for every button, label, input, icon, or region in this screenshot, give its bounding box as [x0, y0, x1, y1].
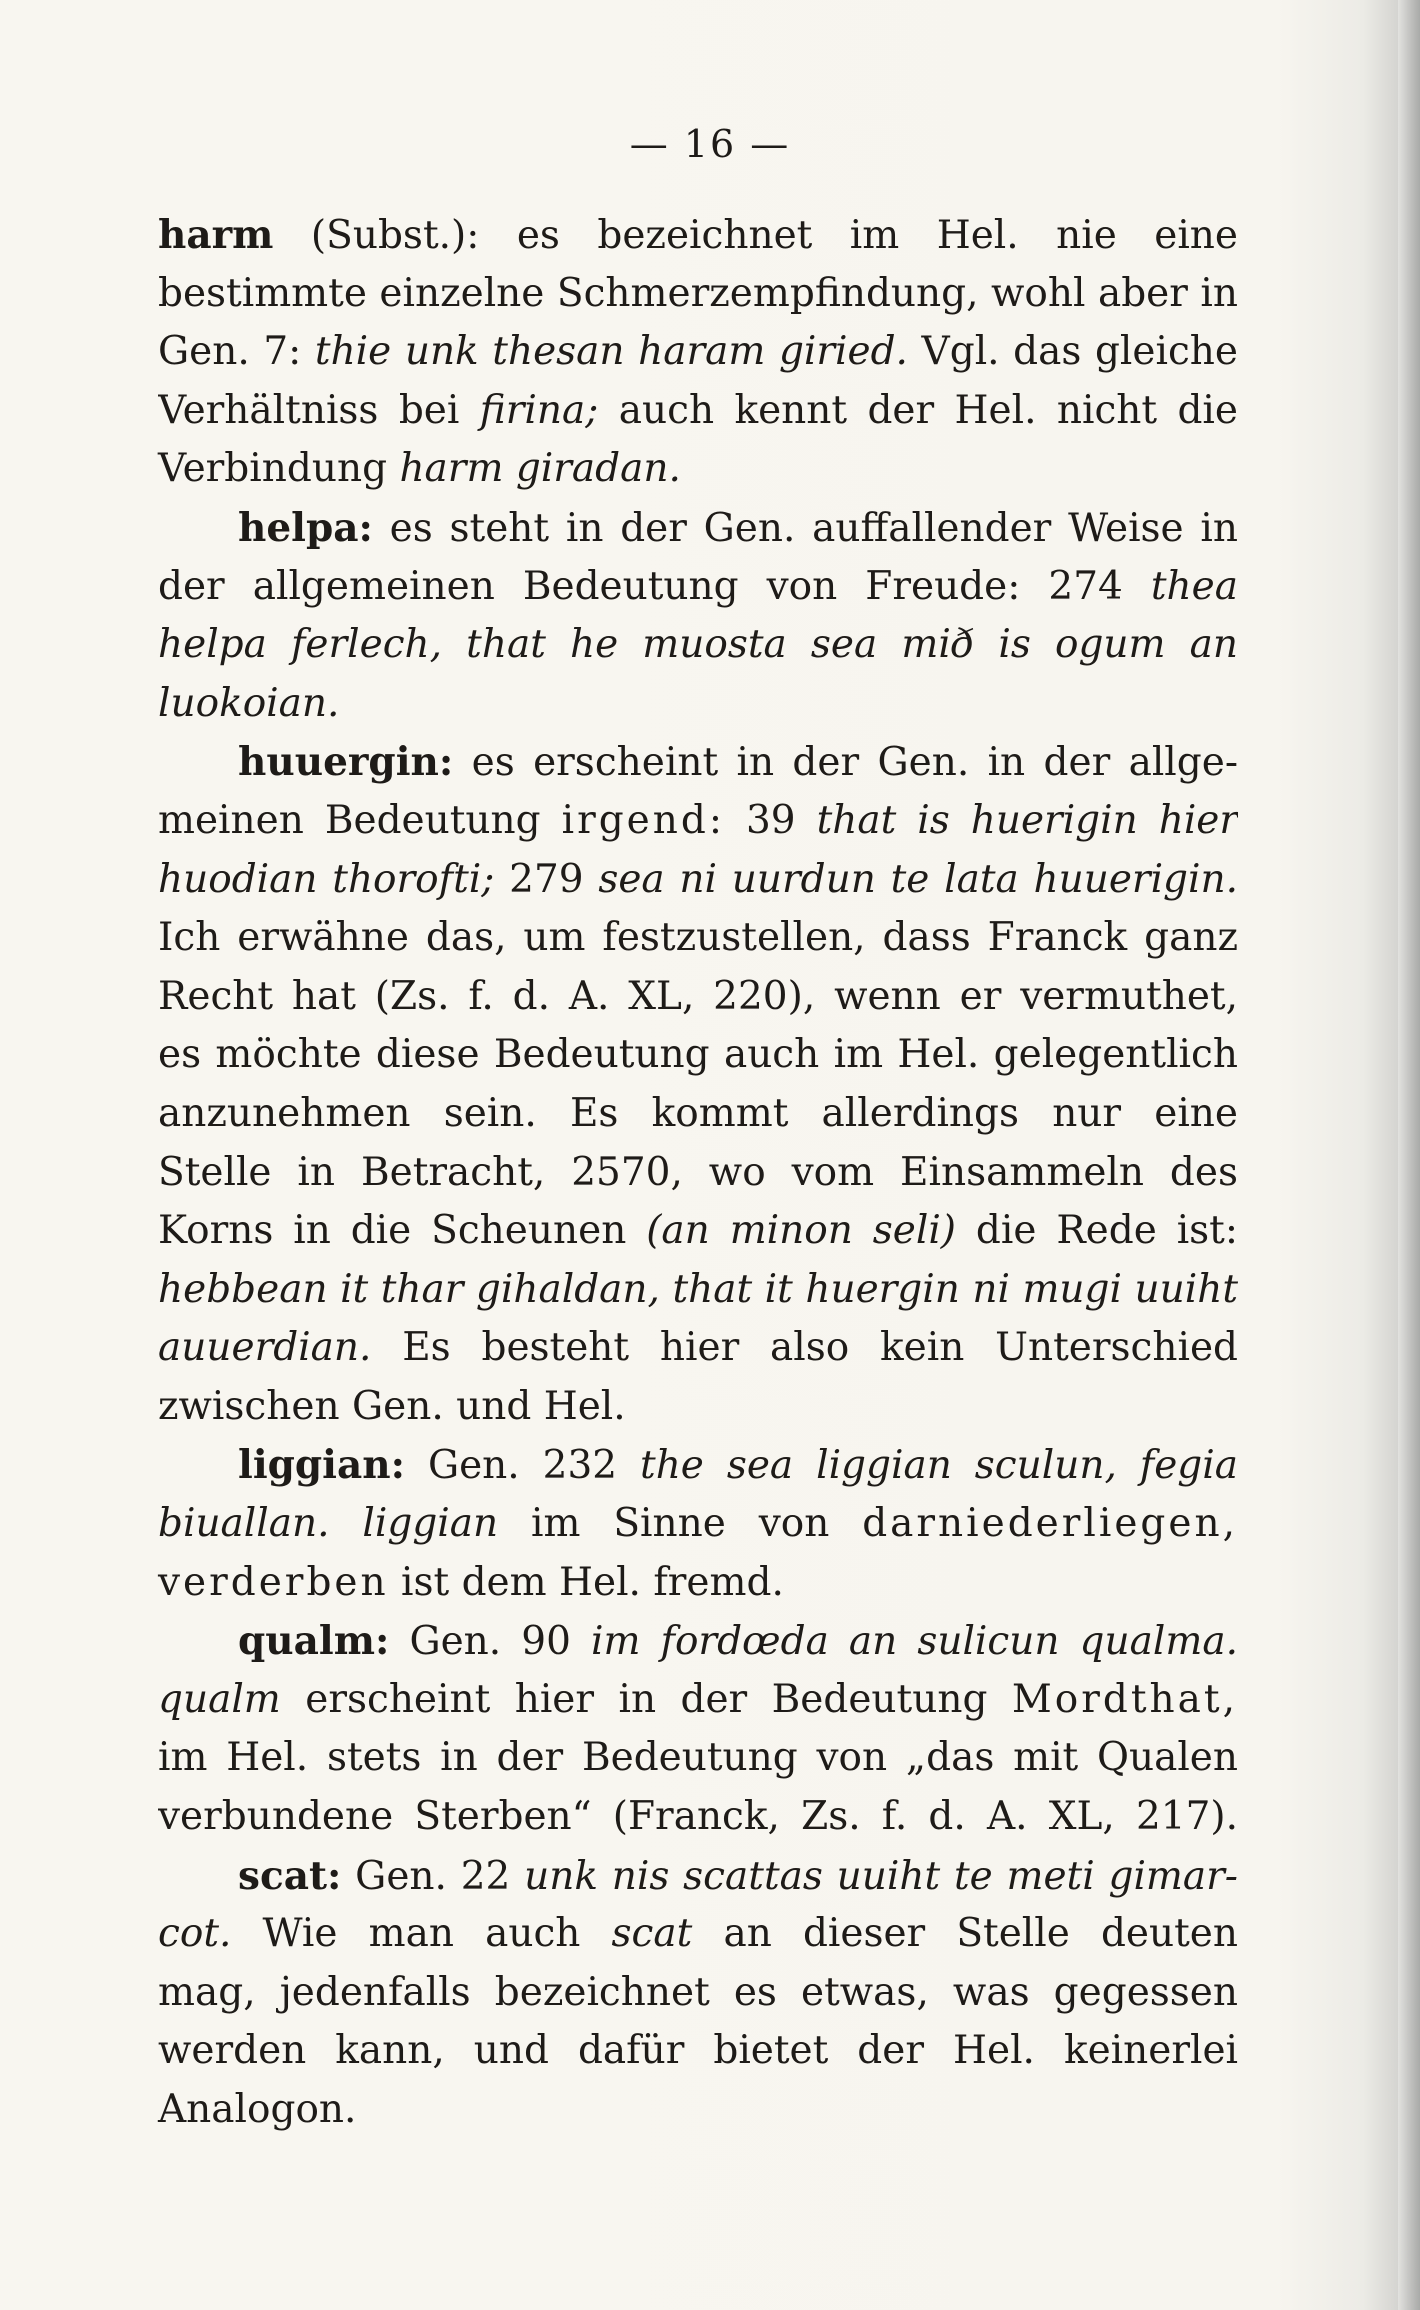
quotation: that is huerigin hier: [816, 797, 1238, 843]
text-line: mag, jedenfalls bezeichnet es etwas, was gegessen: [158, 1969, 1238, 2015]
text-line: Recht hat (Zs. f. d. A. XL, 220), wenn er vermuthet,: [158, 973, 1238, 1019]
text-line: Ich erwähne das, um festzustellen, dass Franck ganz: [158, 915, 1238, 961]
quotation: harm giradan.: [399, 446, 681, 492]
entry-headword: qualm:: [238, 1618, 390, 1665]
page-body: [158, 206, 1238, 2140]
text-line: biuallan. liggian im Sinne von darniederliegen,: [158, 1501, 1238, 1547]
text-line: liggian: Gen. 232 the sea liggian sculun, fegia: [238, 1442, 1238, 1489]
quotation: cot.: [158, 1911, 232, 1957]
text-line: meinen Bedeutung irgend: 39 that is huerigin hier: [158, 797, 1238, 843]
text-line: helpa ferlech, that he muosta sea mið is ogum an: [158, 622, 1238, 668]
quotation: biuallan.: [158, 1501, 330, 1547]
text-line: werden kann, und dafür bietet der Hel. keinerlei: [158, 2028, 1238, 2074]
spaced-word: darniederliegen,: [862, 1501, 1238, 1547]
quotation: sea ni uurdun te lata huuerigin.: [598, 856, 1238, 902]
spaced-word: verderben: [158, 1559, 389, 1605]
entry-headword: liggian:: [238, 1442, 406, 1489]
text-line: Gen. 7: thie unk thesan haram giried. Vgl. das gleiche: [158, 329, 1238, 375]
quotation: (an minon seli): [646, 1208, 957, 1254]
text-line: im Hel. stets in der Bedeutung von „das mit Qualen: [158, 1735, 1238, 1781]
text-line: Verhältniss bei firina; auch kennt der Hel. nicht die: [158, 387, 1238, 433]
text-line: der allgemeinen Bedeutung von Freude: 274 thea: [158, 563, 1238, 609]
quotation: im fordœda an sulicun qualma.: [590, 1619, 1238, 1665]
text-line: cot. Wie man auch scat an dieser Stelle deuten: [158, 1911, 1238, 1957]
entry-headword: helpa:: [238, 504, 373, 551]
page-edge-shadow: [1398, 0, 1420, 2310]
spaced-word: Mordthat,: [1011, 1676, 1238, 1722]
text-line: auuerdian. Es besteht hier also kein Unterschied: [158, 1325, 1238, 1371]
text-line: huuergin: es erscheint in der Gen. in der allge-: [238, 739, 1238, 786]
text-line: anzunehmen sein. Es kommt allerdings nur eine: [158, 1090, 1238, 1136]
text-line: zwischen Gen. und Hel.: [158, 1383, 626, 1429]
text-line: Stelle in Betracht, 2570, wo vom Einsammeln des: [158, 1149, 1238, 1195]
text-line: Analogon.: [158, 2087, 357, 2132]
quotation: liggian: [362, 1501, 499, 1547]
entry-headword: huuergin:: [238, 739, 454, 786]
quotation: scat: [611, 1911, 693, 1957]
entry-headword: scat:: [238, 1852, 342, 1899]
quotation: thea: [1150, 563, 1238, 609]
quotation: the sea liggian sculun, fegia: [640, 1443, 1238, 1489]
quotation: auuerdian.: [158, 1325, 372, 1371]
page-number: — 16 —: [629, 122, 791, 166]
text-line: es möchte diese Bedeutung auch im Hel. gelegentlich: [158, 1032, 1238, 1078]
text-line: verbundene Sterben“ (Franck, Zs. f. d. A. XL, 217).: [158, 1794, 1238, 1840]
spaced-word: irgend:: [561, 797, 725, 843]
quotation: qualm: [158, 1676, 281, 1722]
text-line: verderben ist dem Hel. fremd.: [158, 1559, 784, 1605]
text-line: qualm erscheint hier in der Bedeutung Mordthat,: [158, 1676, 1238, 1722]
entry-headword: harm: [158, 212, 274, 258]
text-line: Korns in die Scheunen (an minon seli) die Rede ist:: [158, 1208, 1238, 1254]
text-line: scat: Gen. 22 unk nis scattas uuiht te meti gimar-: [238, 1852, 1238, 1899]
text-line: bestimmte einzelne Schmerzempfindung, wohl aber in: [158, 270, 1238, 316]
text-line: Verbindung harm giradan.: [158, 446, 681, 492]
quotation: huodian thorofti;: [158, 856, 495, 902]
quotation: unk nis scattas uuiht te meti gimar-: [524, 1853, 1238, 1899]
text-line: luokoian.: [158, 680, 340, 726]
quotation: firina;: [479, 387, 599, 433]
text-line: huodian thorofti; 279 sea ni uurdun te lata huuerigin.: [158, 856, 1238, 902]
text-line: harm (Subst.): es bezeichnet im Hel. nie eine: [158, 212, 1238, 258]
text-line: helpa: es steht in der Gen. auffallender Weise in: [238, 504, 1238, 551]
quotation: thie unk thesan haram giried.: [314, 329, 908, 375]
text-line: qualm: Gen. 90 im fordœda an sulicun qualma.: [238, 1618, 1238, 1665]
text-line: hebbean it thar gihaldan, that it huergin ni mugi uuiht: [158, 1266, 1238, 1312]
